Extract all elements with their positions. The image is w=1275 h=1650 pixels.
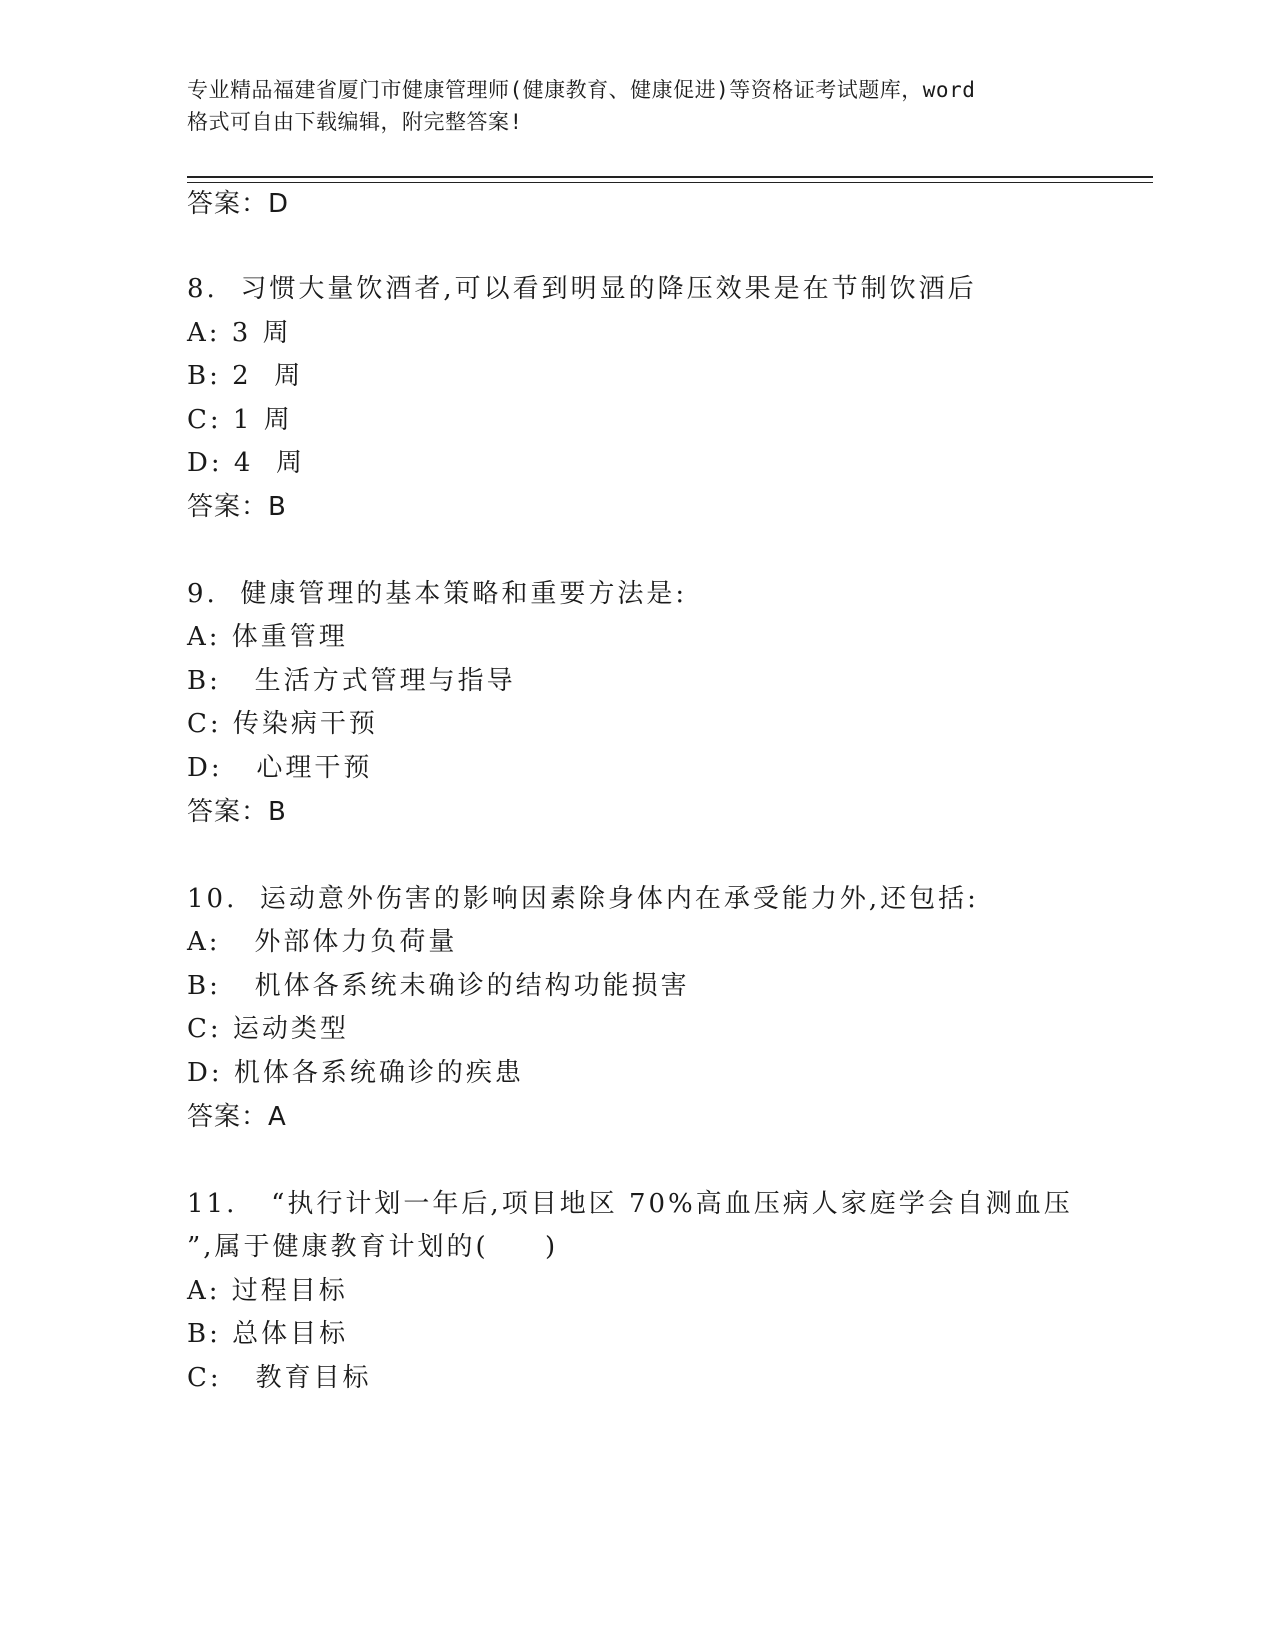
question-10-option-c: C: 运动类型 (187, 1014, 349, 1044)
question-8-stem: 8. 习惯大量饮酒者,可以看到明显的降压效果是在节制饮酒后 (187, 274, 977, 304)
question-10-answer: 答案：A (187, 1102, 287, 1132)
question-9-answer: 答案：B (187, 797, 287, 827)
page-header (187, 74, 1087, 138)
question-10-option-a: A: 外部体力负荷量 (187, 927, 458, 957)
question-9-option-a: A: 体重管理 (187, 622, 348, 652)
question-11-option-c: C: 教育目标 (187, 1363, 372, 1393)
question-10-option-b: B: 机体各系统未确诊的结构功能损害 (187, 971, 690, 1001)
header-rule-thick (187, 176, 1153, 178)
answer-prev: 答案：D (187, 189, 290, 219)
question-10-option-d: D: 机体各系统确诊的疾患 (187, 1058, 524, 1088)
question-8-option-a: A: 3 周 (187, 318, 292, 348)
question-11-option-a: A: 过程目标 (187, 1276, 348, 1306)
question-11-option-b: B: 总体目标 (187, 1319, 349, 1349)
question-8-option-d: D: 4 周 (187, 448, 305, 478)
question-8-answer: 答案：B (187, 492, 287, 522)
question-10-stem: 10. 运动意外伤害的影响因素除身体内在承受能力外,还包括: (187, 884, 979, 914)
header-line-1: 专业精品福建省厦门市健康管理师(健康教育、健康促进)等资格证考试题库，word (187, 78, 976, 102)
question-8-option-c: C: 1 周 (187, 405, 293, 435)
question-11-stem-line-1: 11. “执行计划一年后,项目地区 70%高血压病人家庭学会自测血压 (187, 1189, 1073, 1219)
question-8-option-b: B: 2 周 (187, 361, 304, 391)
question-9-option-d: D: 心理干预 (187, 753, 373, 783)
header-rule-thin (187, 182, 1153, 183)
question-9-option-b: B: 生活方式管理与指导 (187, 666, 516, 696)
header-line-2: 格式可自由下载编辑，附完整答案! (187, 110, 523, 134)
question-9-option-c: C: 传染病干预 (187, 709, 378, 739)
question-9-stem: 9. 健康管理的基本策略和重要方法是: (187, 579, 688, 609)
question-11-stem-line-2: ”,属于健康教育计划的( ) (187, 1232, 559, 1262)
